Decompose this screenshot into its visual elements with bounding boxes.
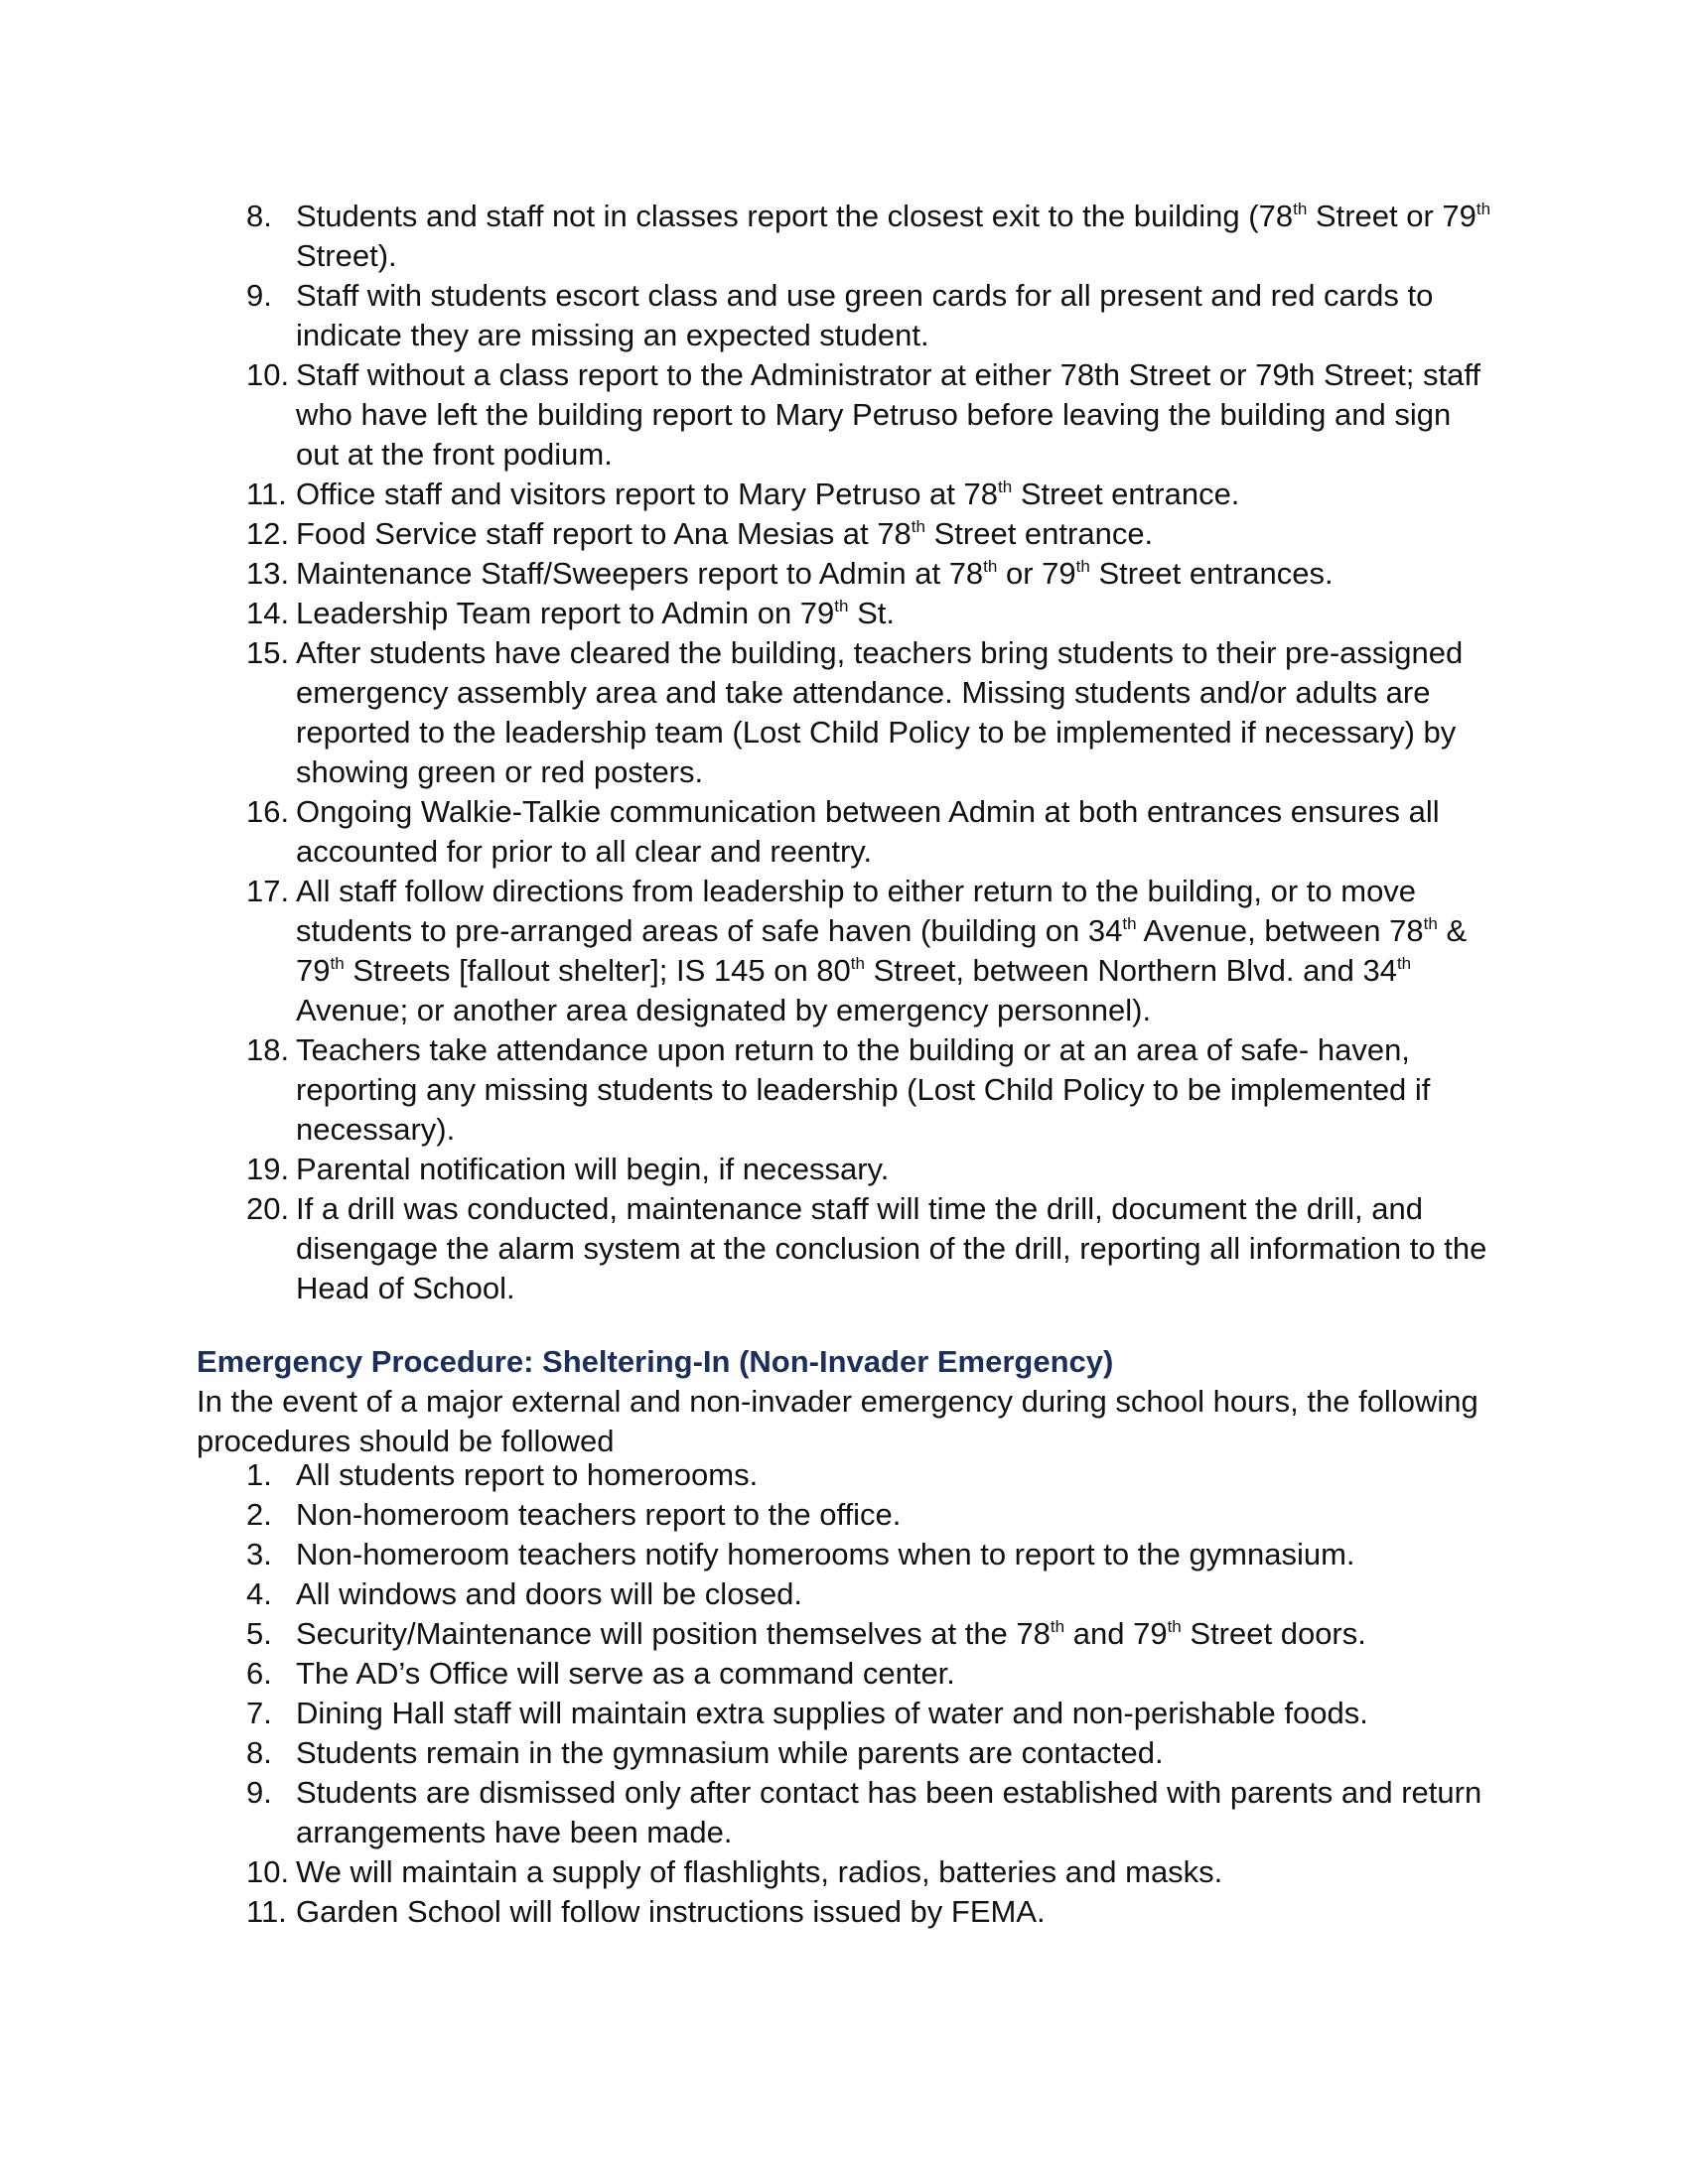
list-item-number: 11. [246, 477, 287, 511]
list-item-number: 1. [246, 1457, 272, 1492]
list-item-number: 8. [246, 199, 272, 233]
list-item-number: 17. [246, 874, 290, 908]
text-run: Parental notification will begin, if necessary. [296, 1152, 890, 1186]
ordinal-superscript: th [1293, 200, 1308, 219]
list-item [197, 1694, 1497, 1733]
section-intro: In the event of a major external and non-invader emergency during school hours, the following procedures should be followed [197, 1384, 1478, 1458]
list-item [197, 554, 1497, 594]
text-run: Staff with students escort class and use green cards for all present and red cards to indicate they are missing an expected student. [296, 278, 1434, 352]
list-item-number: 7. [246, 1696, 272, 1730]
text-run: Street entrance. [924, 516, 1154, 551]
list-item-text [296, 199, 1490, 273]
text-run: and 79 [1064, 1616, 1168, 1651]
text-run: Avenue; or another area designated by emergency personnel). [296, 993, 1152, 1027]
text-run: Street). [296, 238, 397, 273]
list-item-text [296, 477, 1239, 511]
list-item [197, 633, 1497, 792]
list-item-number: 10. [246, 357, 290, 392]
ordinal-superscript: th [983, 557, 998, 577]
list-item-text [296, 794, 1440, 869]
list-item [197, 276, 1497, 355]
text-run: Streets [fallout shelter]; IS 145 on 80 [344, 953, 851, 988]
list-item [197, 197, 1497, 276]
text-run: St. [848, 596, 896, 630]
list-item [197, 355, 1497, 475]
text-run: Dining Hall staff will maintain extra supplies of water and non-perishable foods. [296, 1696, 1368, 1730]
list-item-number: 13. [246, 556, 290, 591]
ordinal-superscript: th [1167, 1617, 1182, 1637]
text-run: After students have cleared the building, teachers bring students to their pre-assigned emergency assembly area and take attendance. Missing students and/or adults are reported to the leadership team (Lost Child Policy to be implemented if necessary) by showing green or red posters. [296, 635, 1464, 789]
list-item-number: 4. [246, 1576, 272, 1611]
text-run: Street or 79 [1307, 199, 1477, 233]
list-item [197, 1773, 1497, 1852]
text-run: All students report to homerooms. [296, 1457, 759, 1492]
text-run: Students remain in the gymnasium while parents are contacted. [296, 1735, 1164, 1770]
ordinal-superscript: th [1396, 954, 1412, 974]
list-item-number: 9. [246, 278, 272, 313]
list-item-text [296, 1656, 955, 1691]
list-item-number: 20. [246, 1191, 290, 1226]
list-item [197, 594, 1497, 633]
evacuation-steps-list [197, 197, 1497, 1308]
text-run: Students are dismissed only after contact has been established with parents and return arrangements have been made. [296, 1775, 1482, 1849]
list-item [197, 1150, 1497, 1189]
list-item-number: 16. [246, 794, 290, 829]
ordinal-superscript: th [850, 954, 865, 974]
sheltering-in-section [197, 1342, 1517, 1461]
ordinal-superscript: th [1476, 200, 1491, 219]
list-item-text [296, 1537, 1355, 1571]
text-run: Street, between Northern Blvd. and 34 [865, 953, 1397, 988]
text-run: Garden School will follow instructions issued by FEMA. [296, 1894, 1046, 1929]
text-run: or 79 [997, 556, 1076, 591]
list-item [197, 1892, 1497, 1932]
list-item-text [296, 357, 1480, 472]
text-run: If a drill was conducted, maintenance staff will time the drill, document the drill, and disengage the alarm system at the conclusion of the drill, reporting all information to the Head of School. [296, 1191, 1487, 1305]
list-item-text [296, 516, 1153, 551]
list-item-text [296, 596, 895, 630]
list-item-text [296, 1497, 901, 1532]
list-item [197, 1733, 1497, 1773]
text-run: Maintenance Staff/Sweepers report to Admin at 78 [296, 556, 984, 591]
text-run: All windows and doors will be closed. [296, 1576, 803, 1611]
ordinal-superscript: th [330, 954, 345, 974]
list-item-text [296, 556, 1334, 591]
text-run: Ongoing Walkie-Talkie communication between Admin at both entrances ensures all accounted for prior to all clear and reentry. [296, 794, 1440, 869]
text-run: Security/Maintenance will position themselves at the 78 [296, 1616, 1051, 1651]
text-run: Street entrance. [1012, 477, 1240, 511]
list-item-number: 2. [246, 1497, 272, 1532]
list-item-number: 6. [246, 1656, 272, 1691]
section-heading: Emergency Procedure: Sheltering-In (Non-Invader Emergency) [197, 1344, 1114, 1379]
text-run: Non-homeroom teachers notify homerooms when to report to the gymnasium. [296, 1537, 1355, 1571]
text-run: Food Service staff report to Ana Mesias at 78 [296, 516, 912, 551]
text-run: The AD’s Office will serve as a command center. [296, 1656, 955, 1691]
list-item [197, 1495, 1497, 1535]
list-item-text [296, 278, 1433, 352]
list-item [197, 1574, 1497, 1614]
list-item-number: 10. [246, 1854, 290, 1889]
list-item-number: 15. [246, 635, 290, 670]
list-item-text [296, 1854, 1222, 1889]
list-item-text [296, 1616, 1366, 1651]
list-item-text [296, 1894, 1046, 1929]
text-run: Street entrances. [1089, 556, 1334, 591]
list-item-text [296, 1576, 802, 1611]
sheltering-in-steps-list [197, 1455, 1497, 1932]
list-item-number: 8. [246, 1735, 272, 1770]
list-item-number: 12. [246, 516, 290, 551]
list-item [197, 475, 1497, 514]
ordinal-superscript: th [911, 517, 925, 537]
list-item [197, 514, 1497, 554]
list-item-text [296, 1696, 1368, 1730]
list-item-text [296, 1457, 758, 1492]
list-item-text [296, 874, 1467, 1027]
text-run: Teachers take attendance upon return to the building or at an area of safe- haven, reporting any missing students to leadership (Lost Child Policy to be implemented if necessary). [296, 1032, 1431, 1147]
list-item-text [296, 1152, 889, 1186]
text-run: Staff without a class report to the Administrator at either 78th Street or 79th Street; staff who have left the building report to Mary Petruso before leaving the building and sign out at the front podium. [296, 357, 1480, 472]
list-item-number: 3. [246, 1537, 272, 1571]
text-run: & 79 [296, 913, 1468, 988]
list-item-text [296, 1191, 1486, 1305]
ordinal-superscript: th [1122, 914, 1137, 934]
list-item-number: 11. [246, 1894, 287, 1929]
ordinal-superscript: th [998, 478, 1013, 497]
list-item [197, 1455, 1497, 1495]
text-run: Students and staff not in classes report the closest exit to the building (78 [296, 199, 1294, 233]
text-run: Office staff and visitors report to Mary Petruso at 78 [296, 477, 999, 511]
list-item [197, 1535, 1497, 1574]
text-run: Leadership Team report to Admin on 79 [296, 596, 835, 630]
text-run: Non-homeroom teachers report to the office. [296, 1497, 902, 1532]
list-item-text [296, 1032, 1430, 1147]
ordinal-superscript: th [1423, 914, 1438, 934]
list-item-number: 5. [246, 1616, 272, 1651]
ordinal-superscript: th [834, 597, 849, 616]
text-run: All staff follow directions from leadership to either return to the building, or to move students to pre-arranged areas of safe haven (building on 34 [296, 874, 1417, 948]
list-item-number: 19. [246, 1152, 290, 1186]
list-item-number: 18. [246, 1032, 290, 1067]
list-item [197, 792, 1497, 872]
list-item-text [296, 1775, 1481, 1849]
text-run: Street doors. [1181, 1616, 1366, 1651]
list-item-text [296, 1735, 1164, 1770]
list-item [197, 1654, 1497, 1694]
list-item-text [296, 635, 1463, 789]
list-item [197, 1614, 1497, 1654]
list-item [197, 1189, 1497, 1308]
text-run: We will maintain a supply of flashlights, radios, batteries and masks. [296, 1854, 1223, 1889]
list-item [197, 1030, 1497, 1150]
list-item [197, 872, 1497, 1030]
list-item-number: 14. [246, 596, 290, 630]
ordinal-superscript: th [1075, 557, 1090, 577]
ordinal-superscript: th [1050, 1617, 1065, 1637]
list-item [197, 1852, 1497, 1892]
text-run: Avenue, between 78 [1136, 913, 1424, 948]
list-item-number: 9. [246, 1775, 272, 1810]
